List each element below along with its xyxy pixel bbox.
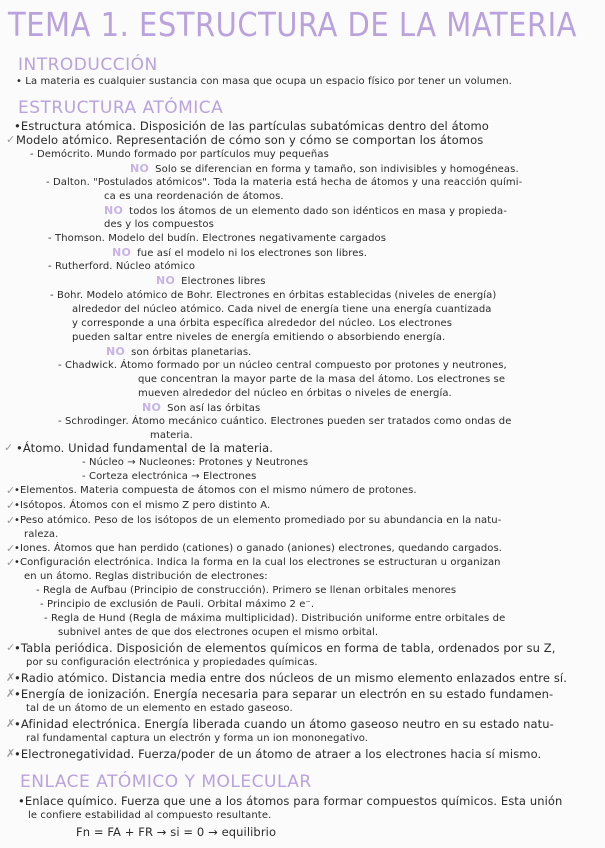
text-line: - Rutherford. Núcleo atómico <box>48 261 196 272</box>
text-line: •Tabla periódica. Disposición de elementos químicos en forma de tabla, ordenados por su Z, <box>14 641 556 655</box>
text-line: •Iones. Átomos que han perdido (cationes) o ganado (aniones) electrones, quedando cargados. <box>14 543 503 554</box>
section-heading-bonding: ENLACE ATÓMICO Y MOLECULAR <box>20 772 312 792</box>
text-line: NO Son así las órbitas <box>142 401 261 414</box>
text-line: •Energía de ionización. Energía necesaria para separar un electrón en su estado fundamen- <box>14 687 554 701</box>
page-title: TEMA 1. ESTRUCTURA DE LA MATERIA <box>8 4 577 44</box>
text-line: - Corteza electrónica → Electrones <box>82 471 257 482</box>
text-line: en un átomo. Reglas distribución de electrones: <box>24 571 268 582</box>
text-line: tal de un átomo de un elemento en estado gaseoso. <box>26 703 293 714</box>
text-line: - Principio de exclusión de Pauli. Orbital máximo 2 e⁻. <box>40 599 315 610</box>
text-line: - Thomson. Modelo del budín. Electrones negativamente cargados <box>48 233 387 244</box>
text-line: ca es una reordenación de átomos. <box>104 191 284 202</box>
check-mark-icon: ✓ <box>4 441 14 454</box>
text-line: •Afinidad electrónica. Energía liberada cuando un átomo gaseoso neutro en su estado natu- <box>14 717 554 731</box>
text-line: •Isótopos. Átomos con el mismo Z pero distinto A. <box>14 500 271 511</box>
text-line: ral fundamental captura un electrón y forma un ion mononegativo. <box>26 733 369 744</box>
text-line: subnivel antes de que dos electrones ocupen el mismo orbital. <box>58 627 379 638</box>
check-mark-icon: ✓ <box>6 641 16 654</box>
text-line: - Demócrito. Mundo formado por partículos muy pequeñas <box>30 149 329 160</box>
text-line: NO son órbitas planetarias. <box>106 345 252 358</box>
text-line: •Peso atómico. Peso de los isótopos de un elemento promediado por su abundancia en la natu- <box>14 515 502 526</box>
text-line: •Elementos. Materia compuesta de átomos con el mismo número de protones. <box>14 485 417 496</box>
text-line: NO Solo se diferencian en forma y tamaño, son indivisibles y homogéneas. <box>130 162 519 175</box>
check-mark-icon: ✓ <box>6 514 16 527</box>
text-line: y corresponde a una órbita específica alrededor del núcleo. Los electrones <box>72 318 453 329</box>
cross-mark-icon: ✗ <box>6 747 16 760</box>
text-line: - Chadwick. Átomo formado por un núcleo central compuesto por protones y neutrones, <box>58 360 507 371</box>
section-heading-intro: INTRODUCCIÓN <box>18 55 158 75</box>
text-line: pueden saltar entre niveles de energía emitiendo o absorbiendo energía. <box>72 332 446 343</box>
check-mark-icon: ✓ <box>6 556 16 569</box>
text-line: raleza. <box>24 529 59 540</box>
check-mark-icon: ✓ <box>6 499 16 512</box>
text-line: - Schrodinger. Átomo mecánico cuántico. Electrones pueden ser tratados como ondas de <box>58 416 512 427</box>
check-mark-icon: ✓ <box>6 484 16 497</box>
text-line: NO todos los átomos de un elemento dado son idénticos en masa y propieda- <box>104 204 507 217</box>
cross-mark-icon: ✗ <box>6 717 16 730</box>
text-line: materia. <box>150 430 193 441</box>
text-line: •Radio atómico. Distancia media entre dos núcleos de un mismo elemento enlazados entre sí. <box>14 671 567 685</box>
text-line: le confiere estabilidad al compuesto resultante. <box>28 810 272 821</box>
text-line: mueven alrededor del núcleo en órbitas o niveles de energía. <box>138 388 452 399</box>
text-line: •Configuración electrónica. Indica la forma en la cual los electrones se estructuran u organizan <box>14 557 501 568</box>
text-line: •Átomo. Unidad fundamental de la materia. <box>16 441 273 455</box>
check-mark-icon: ✓ <box>6 542 16 555</box>
section-heading-atomic: ESTRUCTURA ATÓMICA <box>18 98 224 118</box>
text-line: - Bohr. Modelo atómico de Bohr. Electrones en órbitas establecidas (niveles de energía) <box>50 290 497 301</box>
cross-mark-icon: ✗ <box>6 687 16 700</box>
text-line: •Enlace químico. Fuerza que une a los átomos para formar compuestos químicos. Esta unión <box>18 794 563 808</box>
text-line: NO Electrones libres <box>156 274 266 287</box>
text-line: - Regla de Hund (Regla de máxima multiplicidad). Distribución uniforme entre orbitales de <box>44 613 506 624</box>
text-line: • La materia es cualquier sustancia con masa que ocupa un espacio físico por tener un volumen. <box>16 76 512 87</box>
text-line: des y los compuestos <box>104 219 214 230</box>
formula: Fn = FA + FR → si = 0 → equilibrio <box>76 825 277 839</box>
text-line: - Regla de Aufbau (Principio de construcción). Primero se llenan orbitales menores <box>36 585 457 596</box>
text-line: •Estructura atómica. Disposición de las partículas subatómicas dentro del átomo <box>14 119 489 133</box>
text-line: Modelo atómico. Representación de cómo son y cómo se comportan los átomos <box>16 133 484 147</box>
cross-mark-icon: ✗ <box>6 671 16 684</box>
text-line: NO fue así el modelo ni los electrones son libres. <box>112 246 368 259</box>
text-line: por su configuración electrónica y propiedades químicas. <box>26 657 318 668</box>
text-line: alrededor del núcleo atómico. Cada nivel de energía tiene una energía cuantizada <box>72 304 492 315</box>
check-mark-icon: ✓ <box>6 133 16 146</box>
text-line: - Dalton. "Postulados atómicos". Toda la materia está hecha de átomos y una reacción quími- <box>46 177 523 188</box>
text-line: que concentran la mayor parte de la masa del átomo. Los electrones se <box>138 374 506 385</box>
text-line: •Electronegatividad. Fuerza/poder de un átomo de atraer a los electrones hacia sí mismo. <box>14 747 542 761</box>
text-line: - Núcleo → Nucleones: Protones y Neutrones <box>82 457 309 468</box>
